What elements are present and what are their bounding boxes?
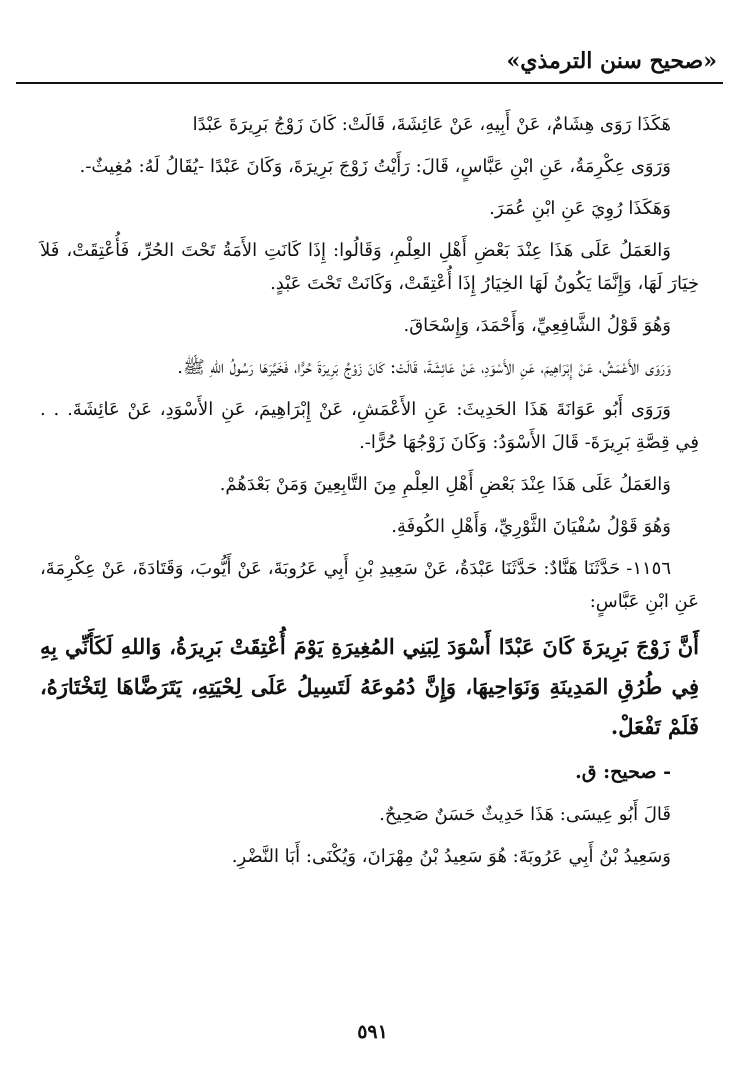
page-body bbox=[40, 108, 699, 882]
paragraph: وَهُوَ قَوْلُ سُفْيَانَ الثَّوْرِيِّ، وَأَهْلِ الكُوفَةِ. bbox=[391, 516, 671, 537]
hadith-grade: - صحيح: ق. bbox=[575, 761, 671, 783]
page-header bbox=[16, 44, 723, 84]
paragraph: وَرَوَى عِكْرِمَةُ، عَنِ ابْنِ عَبَّاسٍ، قَالَ: رَأَيْتُ زَوْجَ بَرِيرَةَ، وَكَانَ عَبْدًا -يُقَالُ لَهُ: مُغِيثٌ-. bbox=[79, 156, 671, 177]
page-number: ٥٩١ bbox=[357, 1021, 388, 1043]
paragraph: وَهُوَ قَوْلُ الشَّافِعِيِّ، وَأَحْمَدَ، وَإِسْحَاقَ. bbox=[403, 315, 671, 336]
hadith-text: أَنَّ زَوْجَ بَرِيرَةَ كَانَ عَبْدًا أَسْوَدَ لِبَنِي المُغِيرَةِ يَوْمَ أُعْتِقَتْ بَرِيرَةُ، وَاللهِ لَكَأَنِّي بِهِ فِي طُرُقِ المَدِينَةِ وَنَوَاحِيهَا، وَإِنَّ دُمُوعَهُ لَتَسِيلُ عَلَى لِحْيَتِهِ، يَتَرَضَّاهَا لِتَخْتَارَهُ، فَلَمْ تَفْعَلْ. bbox=[40, 634, 699, 739]
hadith-isnad: ١١٥٦- حَدَّثَنَا هَنَّادٌ: حَدَّثَنَا عَبْدَةُ، عَنْ سَعِيدِ بْنِ أَبِي عَرُوبَةَ، عَنْ أَيُّوبَ، وَقَتَادَةَ، عَنْ عِكْرِمَةَ، عَنِ ابْنِ عَبَّاسٍ: bbox=[40, 558, 699, 612]
paragraph: وَهَكَذَا رُوِيَ عَنِ ابْنِ عُمَرَ. bbox=[489, 198, 671, 219]
closing-remark: قَالَ أَبُو عِيسَى: هَذَا حَدِيثٌ حَسَنٌ صَحِيحٌ. bbox=[379, 804, 671, 825]
header-divider bbox=[16, 82, 723, 84]
paragraph: وَالعَمَلُ عَلَى هَذَا عِنْدَ بَعْضِ أَهْلِ العِلْمِ مِنَ التَّابِعِينَ وَمَنْ بَعْدَهُمْ. bbox=[219, 474, 671, 495]
paragraph: وَالعَمَلُ عَلَى هَذَا عِنْدَ بَعْضِ أَهْلِ العِلْمِ، وَقَالُوا: إِذَا كَانَتِ الأَمَةُ تَحْتَ الحُرِّ، فَأُعْتِقَتْ، فَلاَ خِيَارَ لَهَا، وَإِنَّمَا يَكُونُ لَهَا الخِيَارُ إِذَا أُعْتِقَتْ، وَكَانَتْ تَحْتَ عَبْدٍ. bbox=[40, 240, 699, 294]
paragraph: وَرَوَى الأَعْمَشُ، عَنْ إِبْرَاهِيمَ، عَنِ الأَسْوَدِ، عَنْ عَائِشَةَ، قَالَتْ: كَانَ زَوْجُ بَرِيرَةَ حُرًّا، فَخَيَّرَهَا رَسُولُ اللهِ ﷺ. bbox=[177, 357, 671, 378]
paragraph: هَكَذَا رَوَى هِشَامٌ، عَنْ أَبِيهِ، عَنْ عَائِشَةَ، قَالَتْ: كَانَ زَوْجُ بَرِيرَةَ عَبْدًا bbox=[192, 114, 671, 135]
paragraph: وَرَوَى أَبُو عَوَانَةَ هَذَا الحَدِيثَ: عَنِ الأَعْمَشِ، عَنْ إِبْرَاهِيمَ، عَنِ الأَسْوَدِ، عَنْ عَائِشَةَ. . . فِي قِصَّةِ بَرِيرَةَ- قَالَ الأَسْوَدُ: وَكَانَ زَوْجُهَا حُرًّا-. bbox=[40, 399, 699, 453]
book-title: «صحيح سنن الترمذي» bbox=[506, 48, 717, 74]
closing-remark: وَسَعِيدُ بْنُ أَبِي عَرُوبَةَ: هُوَ سَعِيدُ بْنُ مِهْرَانَ، وَيُكْنَى: أَبَا النَّضْرِ. bbox=[231, 846, 671, 867]
